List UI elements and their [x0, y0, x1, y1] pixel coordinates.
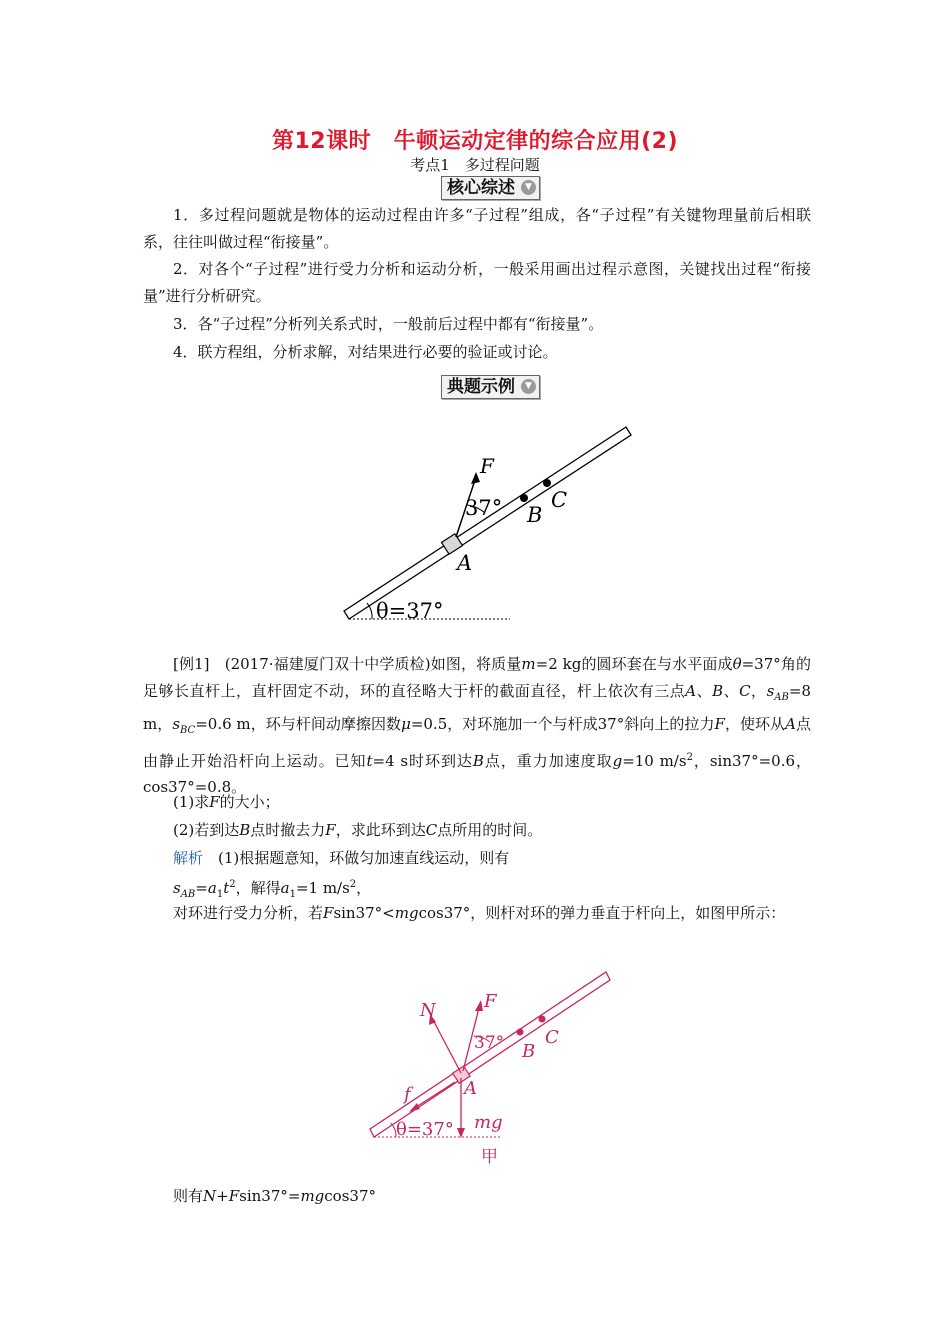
point-a-label: A: [464, 1078, 477, 1099]
friction-label: f: [404, 1084, 411, 1105]
point-b-label: B: [527, 503, 543, 527]
text: =0.5，对环施加一个与杆成37°斜向上的拉力: [410, 715, 715, 733]
text: +: [216, 1187, 229, 1205]
point-c-dot: [543, 479, 551, 487]
superscript: 2: [229, 879, 236, 890]
text: 的大小；: [219, 793, 280, 811]
var-t: t: [223, 879, 230, 897]
arrow-head-icon: [475, 1000, 483, 1011]
var-a: a: [280, 879, 290, 897]
text: ，sin37°=0.6，cos37°=0.8。: [143, 751, 811, 796]
text: 点所用的时间。: [437, 821, 543, 839]
text: =37°角的足够长直杆上，直杆固定不动，环的直径略大于杆的截面直径，杆上依次有三点: [143, 655, 811, 700]
example-source: (2017·福建厦门双十中学质检): [224, 655, 431, 673]
example-tag: [例1]: [173, 655, 210, 673]
text: ，: [750, 681, 767, 700]
superscript: 2: [349, 879, 357, 890]
solution-line-3: [143, 900, 811, 927]
text: 、: [723, 681, 740, 700]
incline-rod-figure: [330, 405, 640, 637]
text: =2 kg的圆环套在与水平面成: [535, 655, 733, 673]
var-f: F: [323, 904, 334, 922]
sub-ab: AB: [774, 691, 789, 703]
question-1: [173, 789, 853, 815]
point-c-dot: [539, 1016, 546, 1023]
var-c: C: [425, 821, 438, 839]
var-n: N: [203, 1187, 217, 1205]
text: cos37°: [324, 1187, 376, 1205]
text: ，使环从: [724, 715, 786, 733]
point-b-dot: [517, 1029, 524, 1036]
text: cos37°，则杆对环的弹力垂直于杆向上，如图甲所示：: [418, 904, 786, 922]
sub-1: 1: [289, 889, 296, 900]
text: (2)若到达: [173, 821, 240, 839]
point-a-label: A: [457, 551, 473, 575]
core-point-1: 1．多过程问题就是物体的运动过程由许多“子过程”组成，各“子过程”有关键物理量前后相联系，往往叫做过程“衔接量”。: [143, 206, 811, 251]
force-angle-label: 37°: [474, 1033, 505, 1053]
force-angle-label: 37°: [465, 496, 503, 520]
text: ，解得: [235, 879, 281, 897]
theta-label: θ=37°: [376, 599, 444, 623]
text: =10 m/s: [622, 751, 687, 770]
normal-arrow: [432, 1018, 461, 1073]
var-theta: θ: [732, 655, 742, 673]
core-point-2: 2．对各个“子过程”进行受力分析和运动分析，一般采用画出过程示意图，关键找出过程“衔接量”进行分析研究。: [143, 260, 811, 305]
solution-line-1: [173, 845, 853, 871]
example-problem: [143, 651, 811, 801]
var-t: t: [366, 751, 373, 770]
page-title: 第12课时 牛顿运动定律的综合应用(2): [271, 129, 679, 154]
point-b-label: B: [522, 1041, 536, 1062]
var-f: F: [209, 793, 220, 811]
gravity-label: mg: [474, 1112, 503, 1133]
force-label: F: [484, 991, 497, 1012]
normal-label: N: [420, 1000, 436, 1021]
text: (1)根据题意知，环做匀加速直线运动，则有: [218, 849, 510, 867]
var-f: F: [325, 821, 336, 839]
superscript: 2: [686, 751, 693, 763]
figure-caption: 甲: [481, 1147, 498, 1167]
text: =0.6 m，环与杆间动摩擦因数: [195, 715, 402, 733]
sub-ab: AB: [180, 889, 196, 900]
core-summary-badge: [441, 176, 540, 200]
var-g: g: [612, 751, 623, 770]
var-a: a: [207, 879, 217, 897]
var-mu: μ: [401, 715, 411, 733]
text: =8 m，: [143, 681, 811, 733]
core-point-4: 4．联方程组，分析求解，对结果进行必要的验证或讨论。: [173, 343, 558, 361]
chevron-down-icon: ▼: [521, 180, 536, 195]
example-badge-label: 典题示例: [447, 377, 515, 397]
solution-line-4: [173, 1183, 853, 1209]
var-f: F: [228, 1187, 240, 1205]
var-m: m: [521, 655, 536, 673]
var-a: A: [785, 715, 796, 733]
text: 点，重力加速度取: [483, 751, 613, 770]
text: =: [195, 879, 208, 897]
point-c-label: C: [545, 1027, 559, 1048]
var-mg: mg: [394, 904, 419, 922]
var-b: B: [712, 681, 724, 700]
text: sin37°=: [239, 1187, 301, 1205]
text: 、: [696, 681, 713, 700]
var-b: B: [239, 821, 251, 839]
sub-1: 1: [216, 889, 224, 900]
text: 点时撤去力: [250, 821, 326, 839]
question-2: [173, 817, 853, 843]
force-label: F: [480, 454, 494, 478]
arrow-head-icon: [471, 472, 480, 484]
var-c: C: [739, 681, 751, 700]
var-b: B: [472, 751, 484, 770]
text: 对环进行受力分析，若: [173, 904, 324, 922]
var-s: s: [172, 715, 181, 733]
text: =4 s时环到达: [372, 751, 473, 770]
core-point-3: 3．各“子过程”分析列关系式时，一般前后过程中都有“衔接量”。: [173, 315, 604, 333]
var-f: F: [714, 715, 725, 733]
theta-label: θ=37°: [396, 1119, 454, 1140]
text: =1 m/s: [295, 879, 350, 897]
section-subtitle: 考点1 多过程问题: [410, 156, 540, 174]
text: ，: [356, 879, 372, 897]
text: ，求此环到达: [335, 821, 426, 839]
sub-bc: BC: [180, 725, 196, 736]
example-badge: [441, 375, 540, 399]
text: (1)求: [173, 793, 210, 811]
var-mg: mg: [300, 1187, 325, 1205]
var-s: s: [173, 879, 181, 897]
chevron-down-icon: ▼: [521, 379, 536, 394]
point-c-label: C: [551, 488, 568, 512]
point-b-dot: [520, 494, 528, 502]
text: 则有: [173, 1187, 204, 1205]
solution-label: 解析: [173, 849, 204, 867]
core-summary-label: 核心综述: [447, 178, 515, 198]
var-a: A: [685, 681, 697, 700]
text: sin37°<: [333, 904, 395, 922]
var-s: s: [766, 681, 775, 700]
force-diagram-figure: [360, 962, 622, 1180]
text: 如图，将质量: [430, 655, 522, 673]
text: 点由静止开始沿杆向上运动。已知: [143, 715, 811, 770]
